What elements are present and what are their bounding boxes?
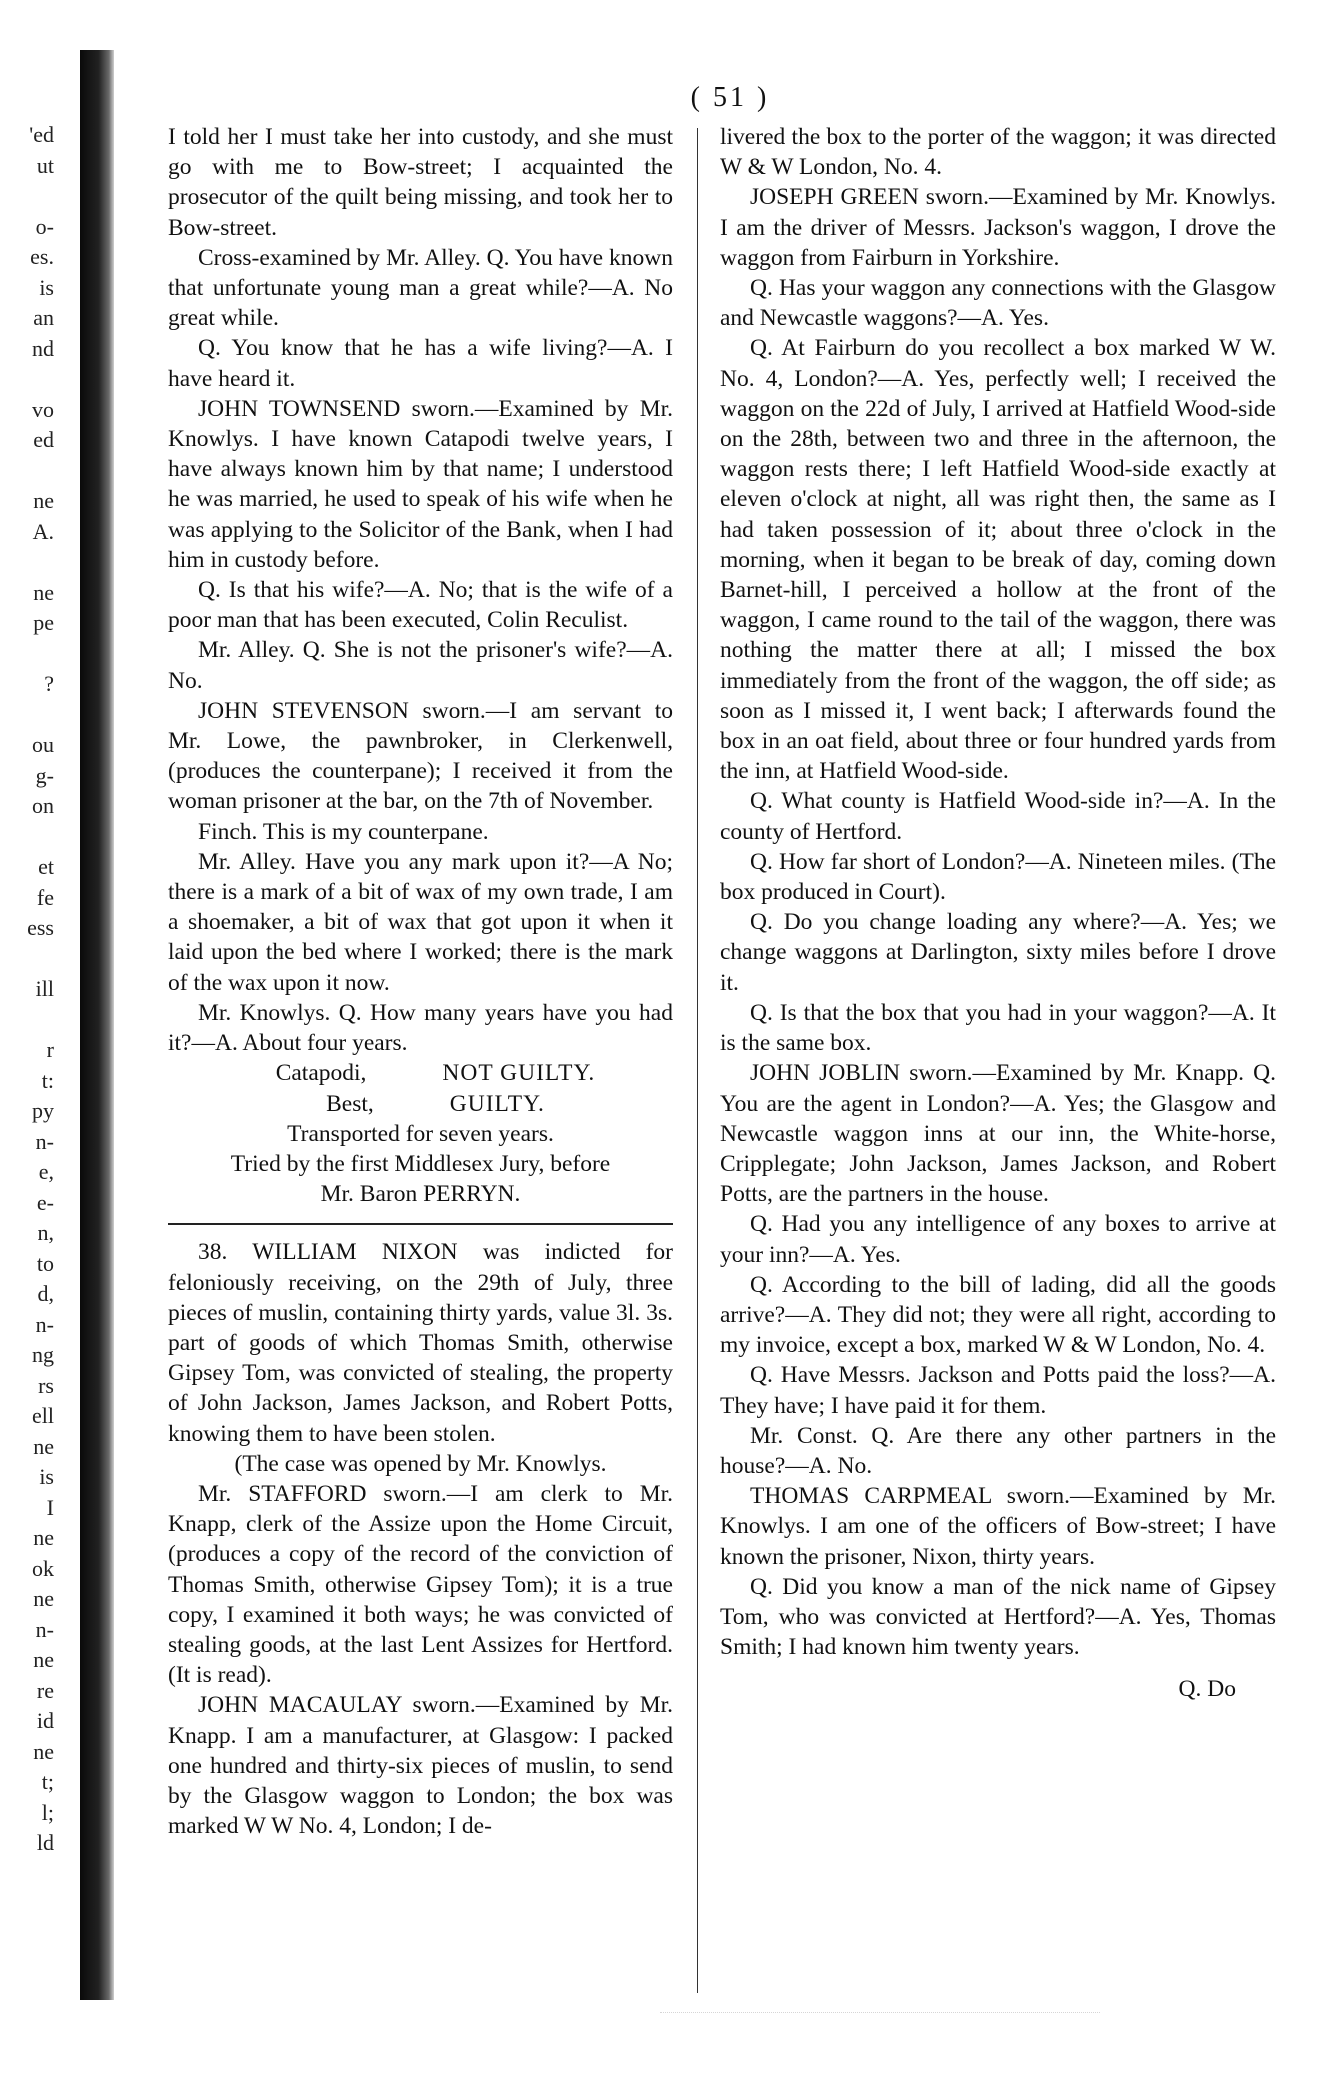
bleed-fragment: ell <box>32 1403 54 1428</box>
bleed-fragment <box>0 547 60 578</box>
text-paragraph: Tried by the first Middlesex Jury, before <box>230 1150 611 1177</box>
bleed-fragment <box>0 456 60 487</box>
bleed-fragment <box>0 822 60 853</box>
bleed-fragment: pe <box>33 610 54 635</box>
bleed-fragment: re <box>36 1677 54 1703</box>
text-paragraph: Q. Have Messrs. Jackson and Potts paid the loss?—A. They have; I have paid it for them. <box>720 1362 1276 1419</box>
bleed-fragment: ne <box>33 1647 54 1672</box>
bleed-fragment: n, <box>37 1220 54 1245</box>
bleed-fragment: n- <box>35 1311 54 1337</box>
bleed-fragment: vo <box>32 396 54 422</box>
bleed-fragment <box>0 944 60 975</box>
text-paragraph: 38. WILLIAM NIXON was indicted for feloniously receiving, on the 29th of July, three pieces of muslin, containing thirty yards, value 3l. 3s. part of goods of which Thomas Smith, otherwise Gipsey Tom, was convicted of stealing, the property of John Jackson, James Jackson, and Robert Potts, knowing them to have been stolen. <box>168 1239 673 1447</box>
bleed-fragment: ne <box>33 1738 54 1764</box>
bleed-fragment: is <box>39 1464 54 1489</box>
bleed-fragment: ok <box>32 1555 54 1581</box>
text-paragraph: JOHN JOBLIN sworn.—Examined by Mr. Knapp. Q. You are the agent in London?—A. Yes; the Glasgow and Newcastle waggon inns at our inn, the White-horse, Cripplegate; John Jackson, James Jackson, and Robert Potts, are the partners in the house. <box>720 1060 1276 1208</box>
text-paragraph: I told her I must take her into custody, and she must go with me to Bow-street; I acquainted the prosecutor of the quilt being missing, and took her to Bow-street. <box>168 124 673 241</box>
bleed-fragment: on <box>32 793 54 818</box>
bleed-fragment: ou <box>32 732 54 757</box>
left-column <box>168 122 673 1841</box>
bleed-fragment: id <box>36 1708 54 1733</box>
text-paragraph: Q. At Fairburn do you recollect a box marked W W. No. 4, London?—A. Yes, perfectly well; I received the waggon on the 22d of July, I arrived at Hatfield Wood-side on the 28th, between two and three in the afternoon, the waggon rests there; I left Hatfield Wood-side exactly at eleven o'clock at night, all was right then, the same as I had taken possession of it; about three o'clock in the morning, when it began to be break of day, coming down Barnet-hill, I perceived a hollow at the front of the waggon, I came round to the tail of the waggon, there was nothing the matter there at all; I missed the box immediately from the front of the waggon, the off side; as soon as I missed it, I went back; I afterwards found the box in an oat field, about three or four hundred yards from the inn, at Hatfield Wood-side. <box>720 335 1276 785</box>
text-paragraph: Finch. This is my counterpane. <box>198 818 489 845</box>
bleed-fragment: n- <box>35 1616 54 1642</box>
bleed-fragment <box>0 364 60 395</box>
bleed-fragment: ne <box>33 1586 54 1611</box>
text-paragraph: JOHN MACAULAY sworn.—Examined by Mr. Knapp. I am a manufacturer, at Glasgow: I packed one hundred and thirty-six pieces of muslin, to send by the Glasgow waggon to London; the box was marked W W No. 4, London; I de- <box>168 1692 673 1840</box>
bleed-fragment: t; <box>41 1769 54 1794</box>
text-paragraph: Mr. Alley. Q. She is not the prisoner's wife?—A. No. <box>168 637 673 694</box>
text-paragraph: Mr. Const. Q. Are there any other partners in the house?—A. No. <box>720 1422 1276 1479</box>
text-paragraph: THOMAS CARPMEAL sworn.—Examined by Mr. Knowlys. I am one of the officers of Bow-street; I have known the prisoner, Nixon, thirty years. <box>720 1483 1276 1570</box>
text-paragraph: Q. Do you change loading any where?—A. Yes; we change waggons at Darlington, sixty miles before I drove it. <box>720 909 1276 996</box>
bleed-fragment: ill <box>35 976 54 1001</box>
text-paragraph: JOHN TOWNSEND sworn.—Examined by Mr. Knowlys. I have known Catapodi twelve years, I have always known him by that name; I understood he was married, he used to speak of his wife when he was applying to the Solicitor of the Bank, when I had him in custody before. <box>168 395 673 573</box>
bleed-fragment: es. <box>30 244 54 269</box>
text-paragraph: livered the box to the porter of the waggon; it was directed W & W London, No. 4. <box>720 124 1276 181</box>
text-paragraph: Cross-examined by Mr. Alley. Q. You have known that unfortunate young man a great while?—A. No great while. <box>168 244 673 332</box>
text-paragraph: Q. Is that the box that you had in your waggon?—A. It is the same box. <box>720 999 1276 1057</box>
bleed-fragment: py <box>32 1098 54 1123</box>
bleed-fragment: ut <box>36 152 54 178</box>
bleed-fragment: an <box>33 305 54 330</box>
bleed-fragment <box>0 700 60 731</box>
bleed-fragment: ? <box>44 671 54 696</box>
bleed-fragment <box>0 639 60 670</box>
text-paragraph: Q. Is that his wife?—A. No; that is the wife of a poor man that has been executed, Colin Reculist. <box>168 577 673 634</box>
bleed-fragment: ne <box>33 488 54 513</box>
verdict-result: GUILTY. <box>449 1090 545 1117</box>
text-paragraph: JOHN STEVENSON sworn.—I am servant to Mr. Lowe, the pawnbroker, in Clerkenwell, (produces the counterpane); I received it from the woman prisoner at the bar, on the 7th of November. <box>168 697 673 815</box>
bleed-fragment: rs <box>38 1372 54 1398</box>
bleed-fragment: ess <box>27 915 54 940</box>
bleed-fragment: g- <box>35 762 54 788</box>
bleed-fragment <box>0 181 60 212</box>
right-column <box>720 122 1276 1705</box>
text-paragraph: Mr. Baron PERRYN. <box>320 1181 521 1208</box>
text-paragraph: Q. Did you know a man of the nick name of Gipsey Tom, who was convicted at Hertford?—A. Yes, Thomas Smith; I had known him twenty years. <box>720 1573 1276 1661</box>
bleed-fragment: ne <box>33 1525 54 1550</box>
book-spine-shadow <box>80 50 114 2000</box>
bleed-fragment <box>0 1005 60 1036</box>
left-margin-bleed <box>0 120 60 1970</box>
bleed-fragment: d, <box>37 1281 54 1306</box>
page-number: ( 51 ) <box>690 82 770 113</box>
bleed-fragment: ed <box>33 427 54 452</box>
bleed-fragment: nd <box>32 335 54 361</box>
bleed-fragment: n- <box>35 1128 54 1154</box>
text-paragraph: Q. Had you any intelligence of any boxes to arrive at your inn?—A. Yes. <box>720 1211 1276 1268</box>
verdict-prisoner-name: Best, <box>326 1090 374 1117</box>
text-paragraph: Q. You know that he has a wife living?—A. I have heard it. <box>168 335 673 392</box>
verdict-line <box>168 1089 673 1119</box>
text-paragraph: Mr. Knowlys. Q. How many years have you had it?—A. About four years. <box>168 999 673 1057</box>
verdict-line <box>168 1058 673 1088</box>
text-paragraph: Mr. STAFFORD sworn.—I am clerk to Mr. Knapp, clerk of the Assize upon the Home Circuit, (produces a copy of the record of the conviction of Thomas Smith, otherwise Gipsey Tom); it is a true copy, I examined it both ways; he was convicted of stealing goods, at the last Lent Assizes for Hertford. (It is read). <box>168 1480 673 1689</box>
bleed-fragment: ne <box>33 579 54 605</box>
catchword: Q. Do <box>1178 1676 1236 1703</box>
text-paragraph: Q. According to the bill of lading, did all the goods arrive?—A. They did not; they were all right, according to my invoice, except a box, marked W & W London, No. 4. <box>720 1271 1276 1359</box>
text-paragraph: (The case was opened by Mr. Knowlys. <box>234 1450 607 1477</box>
text-paragraph: JOSEPH GREEN sworn.—Examined by Mr. Knowlys. I am the driver of Messrs. Jackson's waggon, I drove the waggon from Fairburn in Yorkshire. <box>720 184 1276 271</box>
bleed-fragment: to <box>36 1250 54 1276</box>
text-paragraph: Q. What county is Hatfield Wood-side in?—A. In the county of Hertford. <box>720 788 1276 845</box>
bleed-fragment: et <box>38 854 54 879</box>
bleed-fragment: t: <box>41 1067 54 1093</box>
bleed-fragment: A. <box>32 518 54 544</box>
bleed-fragment: fe <box>36 884 54 910</box>
bleed-fragment: 'ed <box>29 122 54 147</box>
bleed-fragment: r <box>46 1037 54 1062</box>
text-paragraph: Transported for seven years. <box>287 1120 554 1147</box>
text-paragraph: Q. Has your waggon any connections with the Glasgow and Newcastle waggons?—A. Yes. <box>720 275 1276 332</box>
bleed-fragment: I <box>46 1494 54 1520</box>
verdict-result: NOT GUILTY. <box>442 1060 596 1087</box>
bleed-fragment: l; <box>41 1799 54 1825</box>
bleed-fragment: o- <box>35 213 54 239</box>
bleed-fragment: ng <box>32 1342 54 1367</box>
column-divider <box>697 128 698 1993</box>
bleed-fragment: e- <box>36 1189 54 1215</box>
section-rule <box>168 1223 673 1225</box>
bleed-fragment: is <box>39 274 54 300</box>
verdict-prisoner-name: Catapodi, <box>275 1060 367 1087</box>
bleed-fragment: ne <box>33 1433 54 1459</box>
bleed-fragment: e, <box>38 1159 54 1184</box>
text-paragraph: Mr. Alley. Have you any mark upon it?—A No; there is a mark of a bit of wax of my own trade, I am a shoemaker, a bit of wax that got upon it when it laid upon the bed where I worked; there is the mark of the wax upon it now. <box>168 848 673 996</box>
scan-noise <box>660 2012 1100 2023</box>
text-paragraph: Q. How far short of London?—A. Nineteen miles. (The box produced in Court). <box>720 848 1276 906</box>
bleed-fragment: ld <box>36 1830 54 1855</box>
